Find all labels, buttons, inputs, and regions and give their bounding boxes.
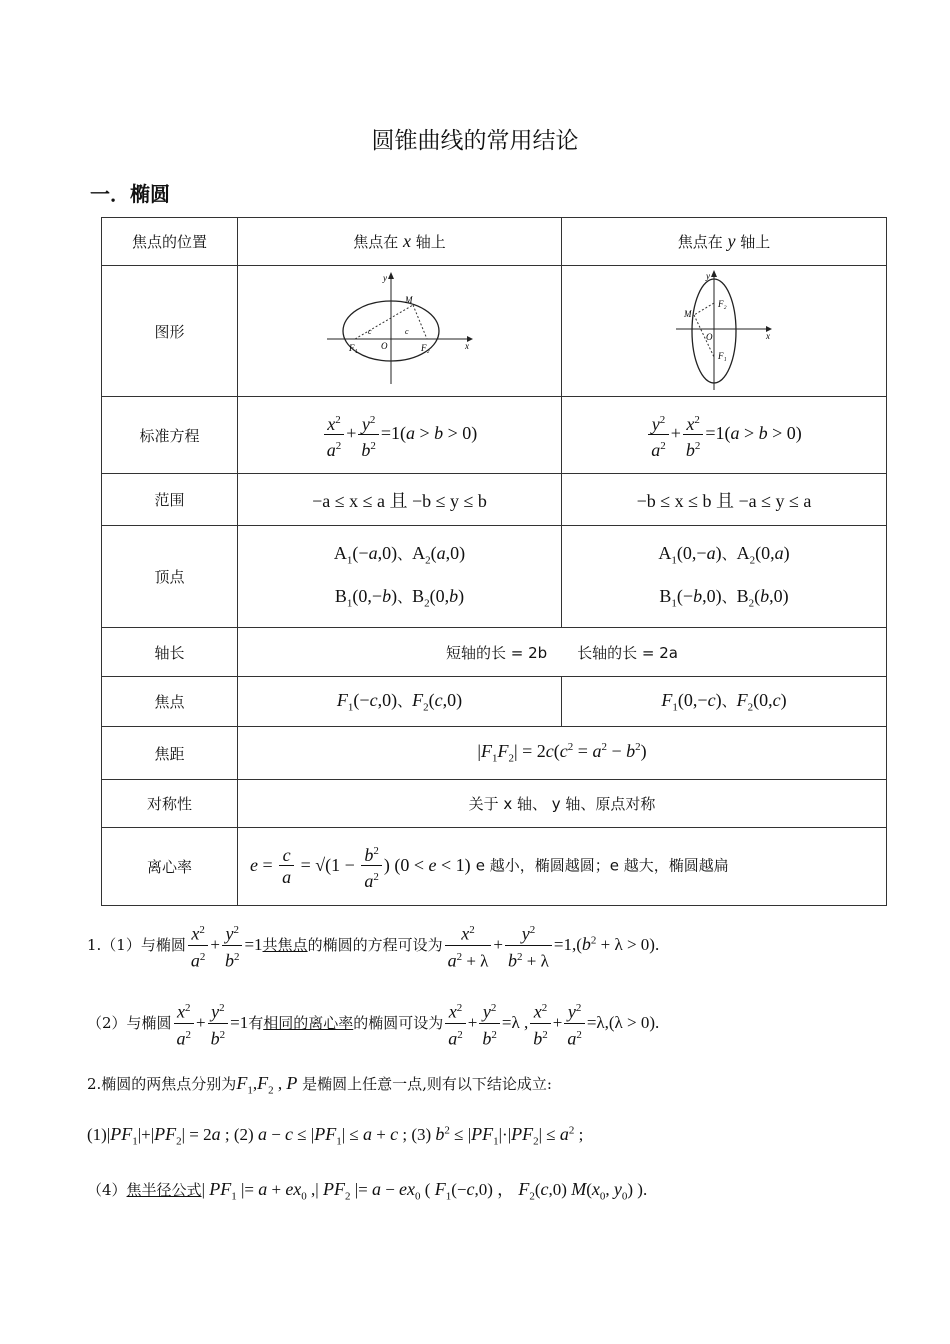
header-y-axis: 焦点在 y 轴上	[562, 218, 887, 266]
svg-text:F₂: F₂	[718, 298, 727, 309]
svg-text:F₁: F₁	[718, 350, 727, 361]
eccentricity-formula: e = $\frac{c}{a}$ = √(1 − $\frac{b^2}{a^2}$ ) (0 < e < 1) e 越小，椭圆越圆；e 越大，椭圆越扁	[238, 828, 887, 906]
row-label-vertex: 顶点	[102, 526, 238, 628]
note-1-emphasis: 共焦点	[262, 936, 308, 955]
eccentricity-note: e 越小，椭圆越圆；e 越大，椭圆越扁	[475, 856, 729, 875]
note-1-prefix: 1.（1）与椭圆	[87, 936, 186, 955]
svg-text:M: M	[404, 295, 412, 305]
note-4: $(1)|PF_1|+|PF_2| = 2a$ ; (2) $a - c \le |PF_1| \le a + c$ ; (3) $b^2 \le |PF_1|\cdot|PF_2| \le a^2$ ;	[87, 1124, 584, 1148]
vertex-x: $A_1(-a,0)$、$A_2(a,0)$ $B_1(0,-b)$、$B_2(0,b)$	[238, 526, 562, 628]
equation-x: $\frac{x^2}{a^2}$ + $\frac{y^2}{b^2}$ =1(a > b > 0)	[238, 397, 562, 474]
note-5-emphasis: 焦半径公式	[126, 1181, 202, 1199]
note-5: （4）焦半径公式| $PF_1$ |= $a + ex_0$ ,| $PF_2$ |= $a - ex_0$ ( $F_1(-c,0)$ ， $F_2(c,0)$ $M(x_0$, $y_0$) ).	[87, 1179, 648, 1203]
svg-text:M: M	[684, 308, 692, 319]
section-heading: 一．椭圆	[90, 182, 170, 206]
svg-text:y: y	[706, 270, 710, 281]
axis-length: 短轴的长 = 2b 长轴的长 = 2a	[238, 628, 887, 677]
svg-text:O: O	[380, 341, 387, 351]
svg-text:F₁: F₁	[348, 343, 358, 353]
focus-y: $F_1(0,-c)$、$F_2(0,c)$	[562, 677, 887, 727]
svg-text:F₂: F₂	[420, 343, 430, 353]
row-label-axis: 轴长	[102, 628, 238, 677]
range-y: −b ≤ x ≤ b 且 −a ≤ y ≤ a	[562, 474, 887, 526]
note-3-prefix: 2.椭圆的两焦点分别为	[87, 1075, 237, 1093]
note-1: 1.（1）与椭圆 $\frac{x^2}{a^2}$ + $\frac{y^2}{b^2}$ =1共焦点的椭圆的方程可设为 $\frac{x^2}{a^2 + \lambda}$ + $\frac{y^2}{b^2 + \lambda}$ $=1,(b^2 + \lambda > 0)$.	[87, 920, 659, 972]
note-3-suffix: 是椭圆上任意一点,则有以下结论成立:	[302, 1075, 552, 1093]
svg-text:c: c	[404, 327, 409, 336]
header-x-axis: 焦点在 x 轴上	[238, 218, 562, 266]
row-label-figure: 图形	[102, 266, 238, 397]
ellipse-table	[101, 217, 887, 906]
note-3: 2.椭圆的两焦点分别为$F_1,F_2$ , P 是椭圆上任意一点,则有以下结论成立:	[87, 1073, 552, 1097]
note-2-emphasis: 相同的离心率	[263, 1014, 354, 1033]
header-position: 焦点的位置	[102, 218, 238, 266]
svg-text:y: y	[382, 273, 387, 283]
symmetry-text: 关于 x 轴、 y 轴、原点对称	[238, 780, 887, 828]
svg-text:c: c	[367, 327, 372, 336]
focus-x: $F_1(-c,0)$、$F_2(c,0)$	[238, 677, 562, 727]
note-2-suffix: 的椭圆可设为	[353, 1014, 444, 1033]
note-2: （2）与椭圆 $\frac{x^2}{a^2}$ + $\frac{y^2}{b^2}$ =1有相同的离心率的椭圆可设为 $\frac{x^2}{a^2}$ + $\frac{y^2}{b^2}$ =λ , $\frac{x^2}{b^2}$ + $\frac{y^2}{a^2}$ =λ,(λ > 0).	[87, 998, 659, 1050]
row-label-symmetry: 对称性	[102, 780, 238, 828]
svg-text:x: x	[464, 341, 469, 351]
ellipse-y-figure	[562, 266, 887, 397]
page-title: 圆锥曲线的常用结论	[371, 128, 579, 154]
range-x: −a ≤ x ≤ a 且 −b ≤ y ≤ b	[238, 474, 562, 526]
ellipse-x-figure	[238, 266, 562, 397]
row-label-focal: 焦距	[102, 727, 238, 780]
svg-text:O: O	[706, 331, 713, 342]
row-label-range: 范围	[102, 474, 238, 526]
equation-y: $\frac{y^2}{a^2}$ + $\frac{x^2}{b^2}$ =1(a > b > 0)	[562, 397, 887, 474]
note-2-prefix: （2）与椭圆	[87, 1014, 172, 1033]
row-label-equation: 标准方程	[102, 397, 238, 474]
svg-text:x: x	[766, 330, 770, 341]
note-5-prefix: （4）	[87, 1181, 127, 1199]
focal-distance: $|F_1F_2| = 2c(c^2 = a^2 - b^2)$	[238, 727, 887, 780]
ellipse-horizontal-diagram	[325, 269, 475, 389]
vertex-y: $A_1(0,-a)$、$A_2(0,a)$ $B_1(-b,0)$、$B_2(b,0)$	[562, 526, 887, 628]
row-label-focus: 焦点	[102, 677, 238, 727]
row-label-eccentricity: 离心率	[102, 828, 238, 906]
ellipse-vertical-diagram	[674, 267, 774, 392]
note-1-suffix: 的椭圆的方程可设为	[307, 936, 443, 955]
